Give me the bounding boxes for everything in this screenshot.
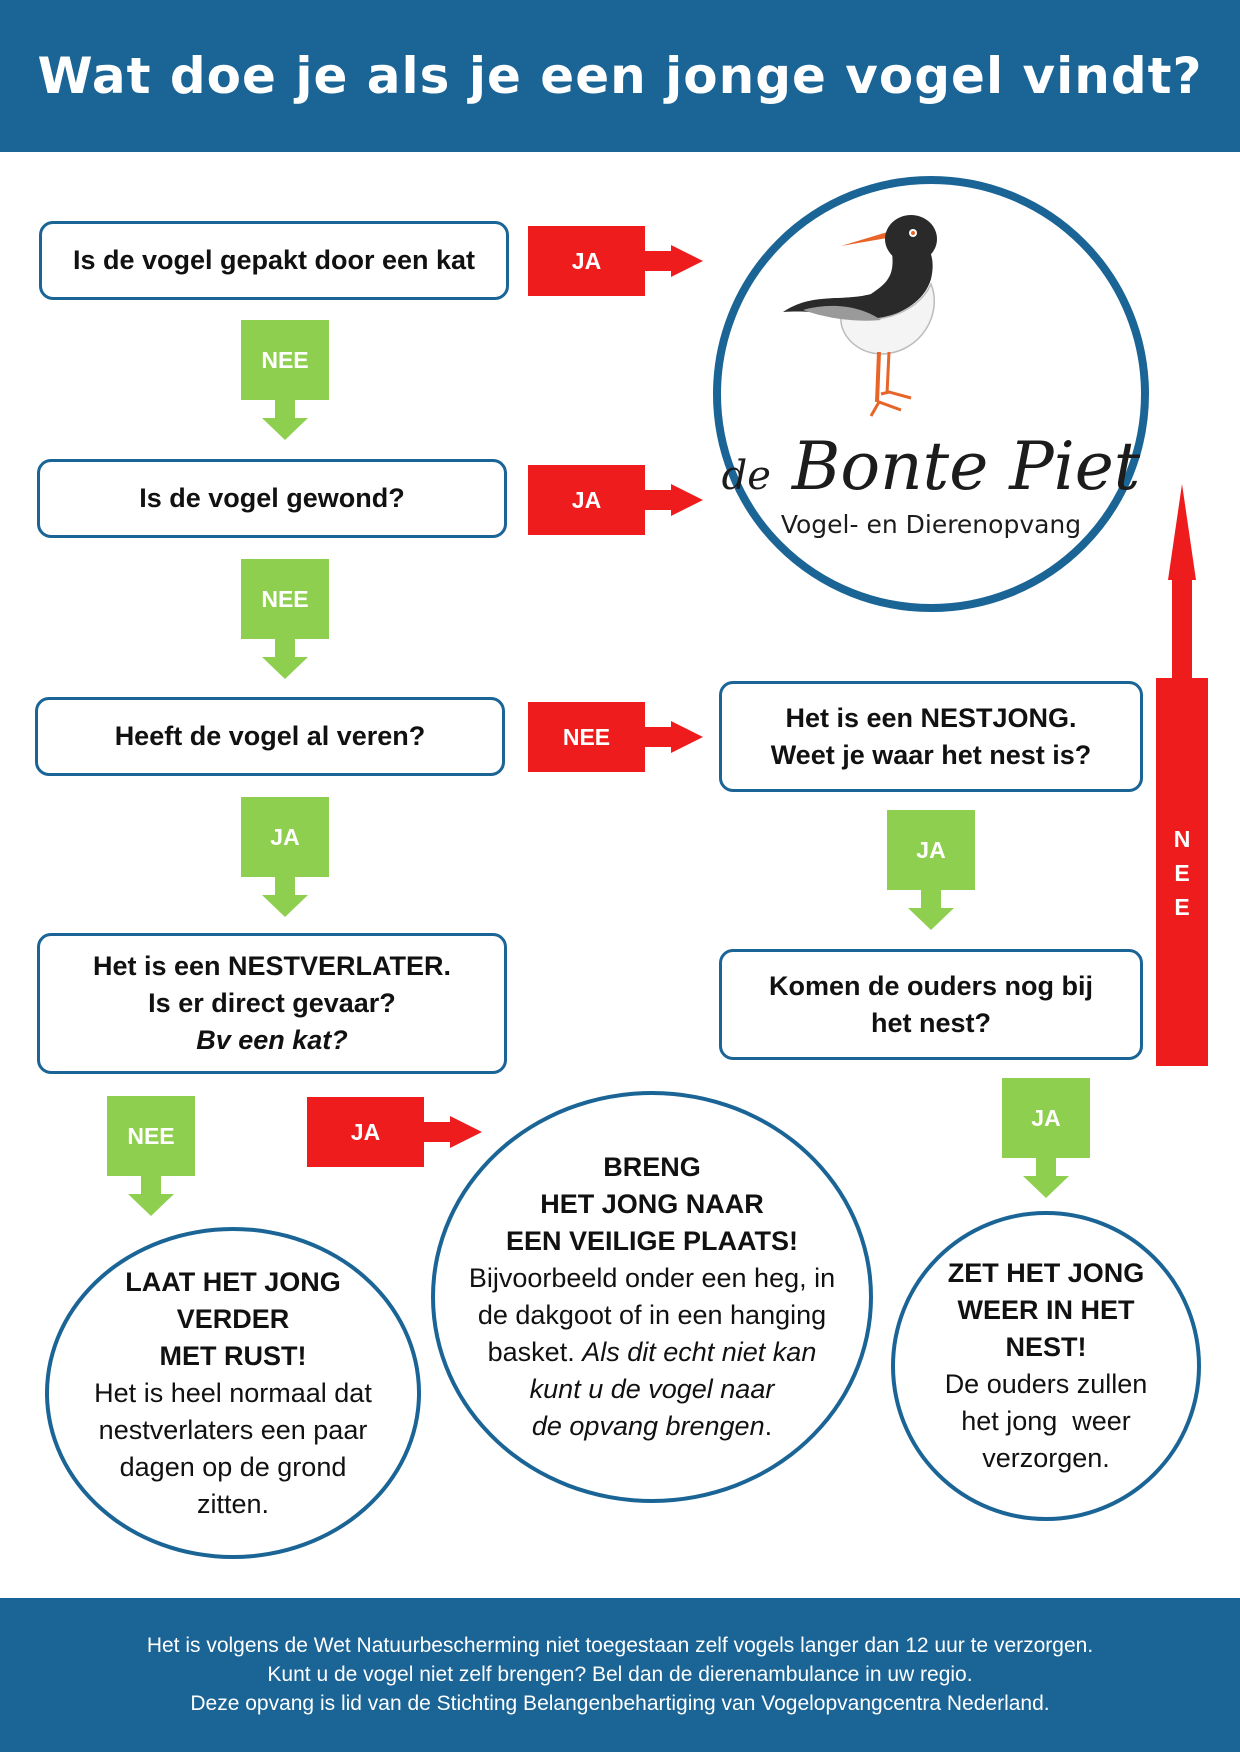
safe-title-3: EEN VEILIGE PLAATS! (505, 1226, 799, 1256)
arrow-yes-cat (528, 226, 703, 296)
safe-title-1: BRENG (603, 1152, 701, 1182)
outcome-leave-alone (45, 1227, 421, 1559)
letter: E (1174, 860, 1190, 886)
header-banner (0, 0, 1240, 152)
question-nestling (719, 681, 1143, 792)
safe-body-3b: Als dit echt niet kan (582, 1337, 817, 1367)
letter: E (1174, 894, 1190, 920)
arrow-label: JA (307, 1097, 424, 1167)
arrow-label: NEE (107, 1096, 195, 1176)
rest-title-2: VERDER (176, 1303, 290, 1334)
nest-title-1: ZET HET JONG (947, 1258, 1145, 1288)
arrow-head-icon (671, 245, 703, 277)
arrow-head-icon (262, 418, 308, 440)
arrow-label: JA (241, 797, 329, 877)
logo-name (721, 428, 1141, 505)
rest-body-3: dagen op de grond (119, 1451, 347, 1482)
arrow-label: NEE (241, 320, 329, 400)
arrow-head-icon (262, 657, 308, 679)
arrow-yes-nest-known (887, 810, 975, 930)
arrow-yes-parents (1002, 1078, 1090, 1198)
arrow-label: JA (1002, 1078, 1090, 1158)
outcome-safe-place (431, 1091, 873, 1503)
page-title: Wat doe je als je een jonge vogel vindt? (37, 47, 1203, 105)
outcome-back-in-nest (891, 1211, 1201, 1521)
oystercatcher-icon (721, 184, 1141, 444)
arrow-no-danger (107, 1096, 195, 1216)
arrow-head-icon (1023, 1176, 1069, 1198)
nest-body-1: De ouders zullen (944, 1369, 1148, 1399)
logo-name-main: Bonte Piet (791, 428, 1141, 505)
rest-body-2: nestverlaters een paar (98, 1414, 368, 1445)
rest-title-1: LAAT HET JONG (125, 1266, 341, 1297)
question-feathers-text: Heeft de vogel al veren? (114, 721, 426, 751)
nestling-line-1: Het is een NESTJONG. (785, 702, 1077, 733)
rest-title-3: MET RUST! (159, 1340, 307, 1371)
arrow-no-cat (241, 320, 329, 440)
nest-body-2: het jong weer (961, 1406, 1131, 1436)
footer-line-1: Het is volgens de Wet Natuurbescherming niet toegestaan zelf vogels langer dan 12 uur te verzorgen. (146, 1634, 1094, 1657)
arrow-yes-feathers (241, 797, 329, 917)
parents-line-1: Komen de ouders nog bij (768, 970, 1093, 1001)
question-injured-text: Is de vogel gewond? (139, 483, 405, 513)
safe-title-2: HET JONG NAAR (540, 1189, 764, 1219)
footer-banner (0, 1598, 1240, 1752)
arrow-head-icon (671, 721, 703, 753)
arrow-head-icon (671, 484, 703, 516)
arrow-no-parents-up (1156, 484, 1208, 1066)
safe-body-1: Bijvoorbeeld onder een heg, in (468, 1263, 836, 1293)
safe-body-5-end: . (764, 1411, 773, 1441)
footer-line-2: Kunt u de vogel niet zelf brengen? Bel dan de dierenambulance in uw regio. (267, 1663, 973, 1686)
logo-badge (713, 176, 1149, 612)
question-feathers (35, 697, 505, 776)
arrow-head-icon (262, 895, 308, 917)
safe-body-4: kunt u de vogel naar (529, 1374, 775, 1404)
question-cat-text: Is de vogel gepakt door een kat (72, 245, 476, 275)
arrow-label: JA (528, 465, 645, 535)
safe-body-5 (532, 1408, 772, 1445)
arrow-yes-danger (307, 1097, 482, 1167)
arrow-head-icon (128, 1194, 174, 1216)
arrow-label: NEE (528, 702, 645, 772)
safe-body-5-text: de opvang brengen (531, 1411, 765, 1441)
safe-body-3 (488, 1334, 817, 1371)
footer-line-3: Deze opvang is lid van de Stichting Belangenbehartiging van Vogelopvangcentra Nederland. (190, 1692, 1050, 1715)
arrow-head-icon (908, 908, 954, 930)
safe-body-2: de dakgoot of in een hanging (477, 1300, 827, 1330)
question-fledgling-danger (37, 933, 507, 1074)
arrow-head-icon (1168, 484, 1196, 580)
arrow-no-injured (241, 559, 329, 679)
safe-body-3a: basket. (487, 1337, 583, 1367)
arrow-label: JA (528, 226, 645, 296)
fledgling-line-2: Is er direct gevaar? (148, 988, 396, 1018)
nest-body-3: verzorgen. (982, 1443, 1110, 1473)
arrow-yes-injured (528, 465, 703, 535)
arrow-head-icon (450, 1116, 482, 1148)
arrow-no-feathers (528, 702, 703, 772)
arrow-label: NEE (241, 559, 329, 639)
logo-name-prefix: de (721, 453, 771, 499)
fledgling-line-1: Het is een NESTVERLATER. (92, 951, 452, 981)
nest-title-3: NEST! (1005, 1332, 1087, 1362)
parents-line-2: het nest? (870, 1007, 991, 1038)
question-injured (37, 459, 507, 538)
fledgling-line-3: Bv een kat? (196, 1025, 348, 1055)
nestling-line-2: Weet je waar het nest is? (770, 739, 1092, 770)
question-cat (39, 221, 509, 300)
vertical-nee-label (1156, 822, 1208, 924)
letter: N (1173, 826, 1191, 852)
arrow-label: JA (887, 810, 975, 890)
question-parents (719, 949, 1143, 1060)
rest-body-4: zitten. (196, 1488, 270, 1519)
rest-body-1: Het is heel normaal dat (94, 1377, 372, 1408)
nest-title-2: WEER IN HET (957, 1295, 1135, 1325)
logo-subtitle: Vogel- en Dierenopvang (780, 510, 1082, 539)
